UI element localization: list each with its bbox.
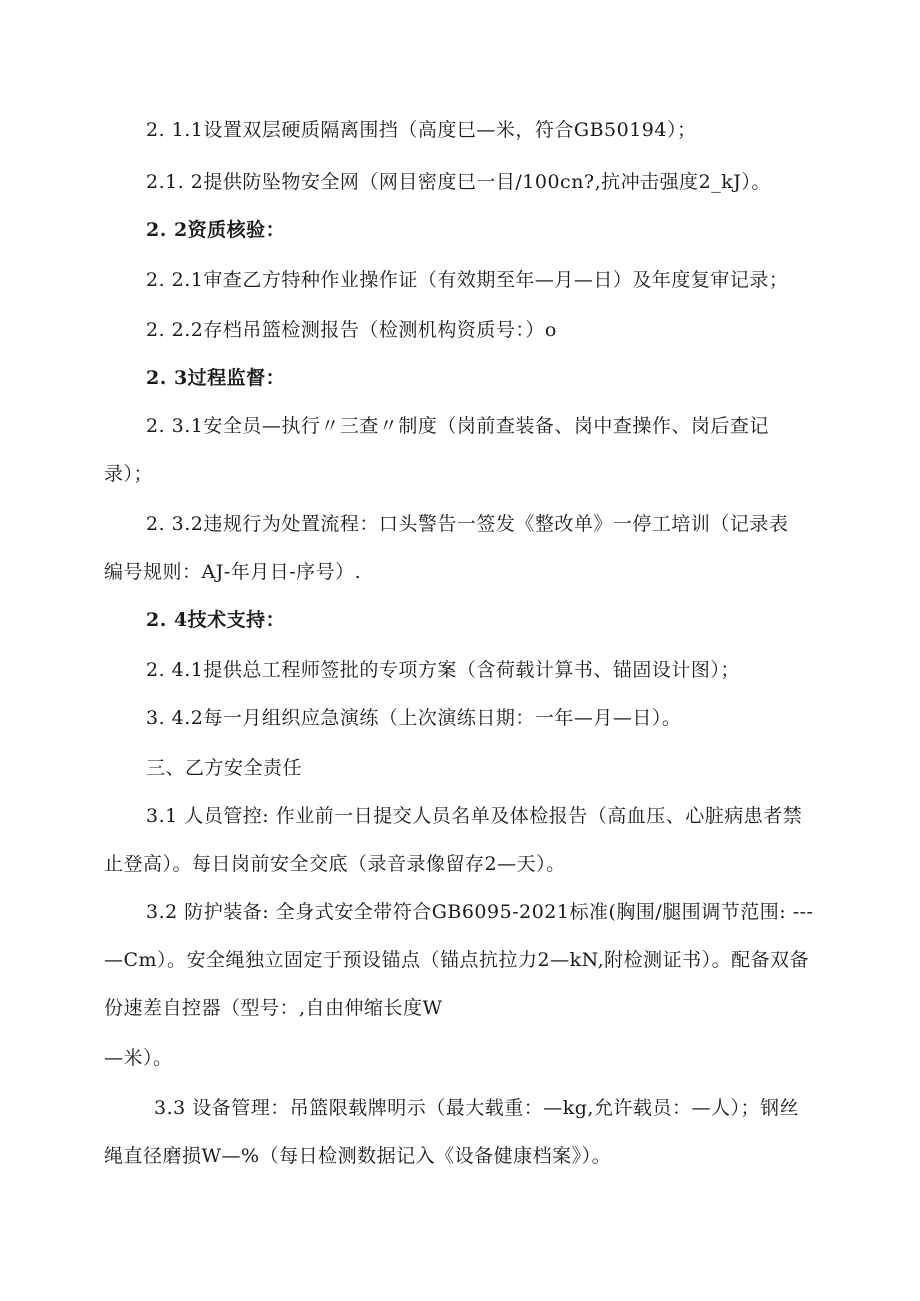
section-heading-3: 三、乙方安全责任 — [146, 757, 303, 779]
paragraph-3-2-cont-1: —Cm）。安全绳独立固定于预设锚点（锚点抗拉力2—kN,附检测证书）。配备双备 — [104, 949, 810, 971]
heading-2-2: 2. 2资质核验： — [146, 219, 286, 241]
paragraph-2-3-1: 2. 3.1安全员—执行〃三查〃制度（岗前查装备、岗中查操作、岗后查记 — [146, 415, 769, 437]
paragraph-2-3-2-cont: 编号规则：AJ-年月日-序号）. — [104, 561, 362, 583]
paragraph-2-1-2: 2.1. 2提供防坠物安全网（网目密度巳一目/100cn?,抗冲击强度2_kJ）。 — [146, 171, 771, 193]
paragraph-3-4-2: 3. 4.2每一月组织应急演练（上次演练日期：一年—月—日）。 — [146, 707, 682, 729]
paragraph-3-3-cont: 绳直径磨损W—%（每日检测数据记入《设备健康档案》）。 — [104, 1145, 612, 1167]
paragraph-2-1-1: 2. 1.1设置双层硬质隔离围挡（高度巳—米，符合GB50194）； — [146, 119, 697, 141]
paragraph-3-2-cont-2: 份速差自控器（型号：,自由伸缩长度W — [104, 997, 443, 1019]
paragraph-2-3-1-cont: 录）； — [104, 463, 154, 485]
heading-2-4: 2. 4技术支持： — [146, 609, 286, 631]
paragraph-2-4-1: 2. 4.1提供总工程师签批的专项方案（含荷载计算书、锚固设计图）； — [146, 659, 740, 681]
paragraph-3-1: 3.1 人员管控: 作业前一日提交人员名单及体检报告（高血压、心脏病患者禁 — [146, 805, 803, 827]
paragraph-3-3: 3.3 设备管理：吊篮限载牌明示（最大载重：—kg,允许载员：—人）；钢丝 — [154, 1097, 799, 1119]
paragraph-3-2-cont-3: —米）。 — [104, 1047, 173, 1069]
paragraph-3-2: 3.2 防护装备: 全身式安全带符合GB6095-2021标准(胸围/腿围调节范围: --- — [146, 901, 814, 923]
paragraph-2-3-2: 2. 3.2违规行为处置流程：口头警告一签发《整改单》一停工培训（记录表 — [146, 513, 789, 535]
paragraph-2-2-2: 2. 2.2存档吊篮检测报告（检测机构资质号：）o — [146, 319, 557, 341]
paragraph-3-1-cont: 止登高）。每日岗前安全交底（录音录像留存2—天）。 — [104, 853, 566, 875]
heading-2-3: 2. 3过程监督： — [146, 367, 286, 389]
paragraph-2-2-1: 2. 2.1审查乙方特种作业操作证（有效期至年—月—日）及年度复审记录； — [146, 269, 789, 291]
